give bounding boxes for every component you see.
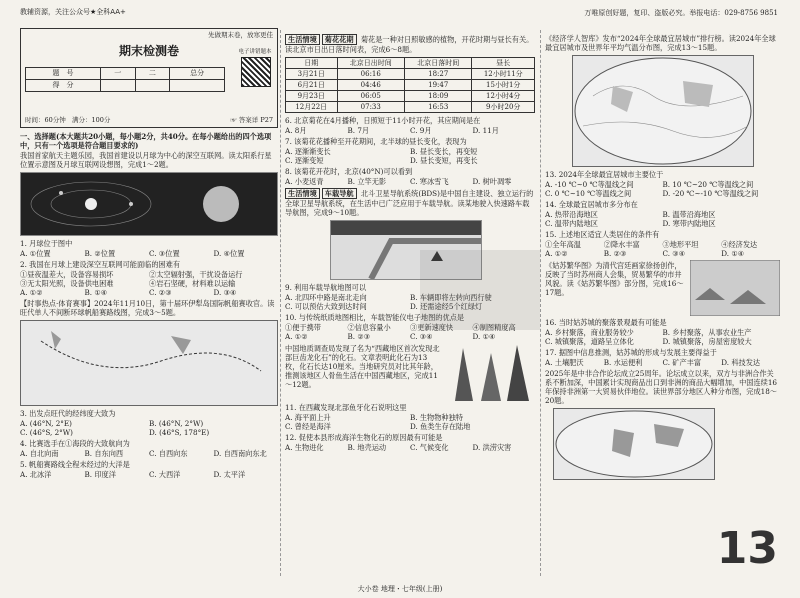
table-header: 北京日出时间 xyxy=(337,58,404,69)
question-16: 16. 当时姑苏城的聚落景观最有可能是 xyxy=(545,318,667,327)
top-left-note: 教辅资源，关注公众号★全科AA+ xyxy=(20,8,126,16)
table-cell: 12小时4分 xyxy=(472,91,535,102)
options-q11 xyxy=(285,413,535,431)
statement: ③更新速度快 xyxy=(410,323,454,332)
table-cell: 06:05 xyxy=(337,91,404,102)
exam-time: 时间：60分钟 xyxy=(25,115,66,124)
option[interactable]: D. 树叶凋零 xyxy=(472,177,512,186)
painting-section xyxy=(545,260,780,316)
option[interactable]: B. 立竿无影 xyxy=(347,177,387,186)
score-cell[interactable] xyxy=(135,80,170,92)
option[interactable]: C. 0 ℃~10 ℃等温线之间 xyxy=(545,189,632,198)
sunrise-sunset-table xyxy=(285,57,535,113)
option[interactable]: C. 逐渐变短 xyxy=(285,156,324,165)
options-q7 xyxy=(285,147,535,165)
option[interactable]: C. 温带内陆地区 xyxy=(545,219,598,228)
question-14: 14. 全球最宜居城市多分布在 xyxy=(545,200,638,209)
option[interactable]: C. 9月 xyxy=(410,126,432,135)
question-7: 7. 该菊花花播种至开花期间，北半球的昼长变化，表现为 xyxy=(285,137,467,146)
question-5: 5. 帆船赛路线全程未经过的大洋是 xyxy=(20,460,130,469)
option[interactable]: C. 气候变化 xyxy=(410,443,449,452)
option[interactable]: A. 自北向南 xyxy=(20,449,59,458)
options-q4 xyxy=(20,449,278,458)
table-cell: 3月21日 xyxy=(286,69,338,80)
table-row xyxy=(286,102,535,113)
option[interactable]: D. ③④ xyxy=(213,288,237,297)
option[interactable]: B. 昼长变长，再变短 xyxy=(410,147,478,156)
option[interactable]: C. ③④ xyxy=(410,332,433,341)
question-intro xyxy=(285,34,535,54)
table-row xyxy=(286,69,535,80)
header-slogan: 先做期末卷，放寒更佳 xyxy=(208,31,273,39)
route-map-icon xyxy=(21,321,277,405)
table-cell: 15小时1分 xyxy=(472,80,535,91)
statements-q15 xyxy=(545,240,780,249)
option[interactable]: A. ①② xyxy=(20,288,43,297)
option[interactable]: B. 车辆即将左转向西行驶 xyxy=(410,293,492,302)
race-map-icon xyxy=(554,409,714,479)
table-row xyxy=(286,80,535,91)
option[interactable]: B. 10 ℃~20 ℃等温线之间 xyxy=(662,180,754,189)
table-cell: 9小时20分 xyxy=(472,102,535,113)
question-intro: 【时事热点·体育赛事】2024年11月10日，第十届环伊犁岛国际帆船赛收官。读旺代单人不间断环球帆船赛路线图，完成3～5题。 xyxy=(20,299,275,317)
table-header: 昼长 xyxy=(472,58,535,69)
question-2: 2. 我国在月球上建设深空互联网可能面临的困难有 xyxy=(20,260,181,269)
option[interactable]: C. 大西洋 xyxy=(149,470,181,479)
statement: ②信息容量小 xyxy=(347,323,391,332)
question-15: 15. 上述地区适宜人类居住的条件有 xyxy=(545,230,660,239)
table-cell: 16:53 xyxy=(405,102,472,113)
table-cell: 12小时11分 xyxy=(472,69,535,80)
option[interactable]: B. ①④ xyxy=(84,288,108,297)
score-header-cell: 题 号 xyxy=(26,68,101,80)
page-number: 13 xyxy=(716,523,778,574)
option[interactable]: A. 北冰洋 xyxy=(20,470,52,479)
question-13: 13. 2024年全球最宜居城市主要位于 xyxy=(545,170,664,179)
option[interactable]: D. 11月 xyxy=(472,126,499,135)
options-q16 xyxy=(545,328,780,346)
planet-orbit-icon xyxy=(21,173,277,235)
table-header: 日期 xyxy=(286,58,338,69)
column-3 xyxy=(545,14,780,580)
question-intro: 我国首家航天主题乐园，我国首建设以月球为中心的深空互联网。读太阳系行星位置示意图及月球互联网设想图，完成1～2题。 xyxy=(20,151,272,169)
option[interactable]: C. 矿产丰富 xyxy=(662,358,702,367)
option[interactable]: C. (46°S, 2°W) xyxy=(20,428,73,437)
context-tag: 生活情境 xyxy=(285,188,320,199)
table-cell: 19:47 xyxy=(405,80,472,91)
question-8: 8. 该菊花开花时，北京(40°N)可以看到 xyxy=(285,167,413,176)
question-9: 9. 利用车载导航地图可以 xyxy=(285,283,367,292)
table-cell: 18:09 xyxy=(405,91,472,102)
option[interactable]: B. 地壳运动 xyxy=(347,443,387,452)
score-cell[interactable] xyxy=(100,80,135,92)
options-q3 xyxy=(20,419,278,437)
question-6: 6. 北京菊花在4月播种，日照短于11小时开花，其应期间是在 xyxy=(285,116,481,125)
option[interactable]: B. 乡村聚落，从事农业生产 xyxy=(662,328,752,337)
option[interactable]: A. 北四环中路是南北走向 xyxy=(285,293,367,302)
column-1 xyxy=(20,14,278,580)
statement: ④制图精度高 xyxy=(472,323,516,332)
question-1: 1. 月球位于图中 xyxy=(20,239,73,248)
answer-ref: ☞ 答案详 P27 xyxy=(230,115,273,124)
intro-text: 菊花是一种对日照敏感的植物，开花时期与昼长有关。读北京市日出日落时间表，完成6～8题。 xyxy=(285,35,534,54)
section-title: 一、选择题(本大题共20小题，每小题2分，共40分。在每小题给出的四个选项中，只有一个选项是符合题目要求的) xyxy=(20,132,272,150)
context-tag: 车载导航 xyxy=(322,188,357,199)
option[interactable]: C. ③④ xyxy=(662,249,686,258)
statements-q2 xyxy=(20,270,278,288)
exam-full-score: 满分：100分 xyxy=(71,115,111,124)
option[interactable]: D. (46°S, 178°E) xyxy=(149,428,210,437)
option[interactable]: D. 鱼类生存在陆地 xyxy=(410,422,471,431)
statement: ①昼夜温差大，设备容易损坏 xyxy=(20,270,114,279)
option[interactable]: A. 8月 xyxy=(285,126,307,135)
option[interactable]: A. (46°N, 2°E) xyxy=(20,419,72,428)
column-divider xyxy=(280,30,281,576)
option[interactable]: D. 寒带内陆地区 xyxy=(662,219,716,228)
question-intro: 2025年是中非合作论坛成立25周年。论坛成立以来，双方与非洲合作关系不断加深，中国累计实现商品出口到非洲的商品大幅增加，中国连续16年保持非洲第一大贸易伙伴地位。读世界部分地区人种分布图，完成18～20题。 xyxy=(545,369,777,405)
statement: ①便于携带 xyxy=(285,323,321,332)
qr-label: 电子讲错题本 xyxy=(238,49,272,55)
option[interactable]: D. ①④ xyxy=(472,332,496,341)
options-q8 xyxy=(285,177,535,186)
intro-text: 北斗卫星导航系统(BDS)是中国自主建设、独立运行的全球卫星导航系统，在生活中已广泛应用于车载导航。读某地驶入快速路车载导航图，完成9～10题。 xyxy=(285,189,534,217)
option[interactable]: C. 寒冰雪飞 xyxy=(410,177,449,186)
option[interactable]: D. 城镇聚落，房屋密度较大 xyxy=(662,337,752,346)
statement: ④岩石坚硬，材料难以运输 xyxy=(149,279,236,288)
option[interactable]: A. 乡村聚落，商业服务较少 xyxy=(545,328,634,337)
watermark xyxy=(420,250,540,330)
statement: ②降水丰富 xyxy=(603,240,640,249)
option[interactable]: C. 城镇聚落，道路呈立体化 xyxy=(545,337,634,346)
options-q6 xyxy=(285,126,535,135)
options-q17 xyxy=(545,358,780,367)
option[interactable]: D. 太平洋 xyxy=(213,470,246,479)
table-cell: 9月23日 xyxy=(286,91,338,102)
options-q15 xyxy=(545,249,780,258)
option[interactable]: B. 7月 xyxy=(347,126,370,135)
statement: ④经济发达 xyxy=(721,240,758,249)
option[interactable]: C. ③位置 xyxy=(149,249,180,258)
question-11: 11. 在西藏发现北部鱼牙化石说明这里 xyxy=(285,403,407,412)
option[interactable]: B. 温带沿海地区 xyxy=(662,210,716,219)
option[interactable]: D. ①④ xyxy=(721,249,745,258)
score-header-cell: 二 xyxy=(135,68,170,80)
question-intro: 《经济学人智库》发布“2024年全球最宜居城市”排行榜。读2024年全球最宜居城市及世界年平均气温分布图，完成13～15题。 xyxy=(545,34,776,52)
sailing-route-map xyxy=(20,320,278,406)
top-right-note: 万唯原创好题，复印、盗版必究。举报电话：029-8756 9851 xyxy=(584,9,778,17)
option[interactable]: D. 洪涝灾害 xyxy=(472,443,512,452)
table-cell: 07:33 xyxy=(337,102,404,113)
option[interactable]: A. -10 ℃~0 ℃等温线之间 xyxy=(545,180,634,189)
option[interactable]: A. 热带沿海地区 xyxy=(545,210,598,219)
table-cell: 6月21日 xyxy=(286,80,338,91)
question-intro: 《姑苏繁华图》为清代宫廷画家徐扬创作，反映了当时苏州商人会集，贸易繁华的市井风貌。读《姑苏繁华图》部分图，完成16～17题。 xyxy=(545,261,684,297)
table-cell: 12月22日 xyxy=(286,102,338,113)
option[interactable]: B. ②③ xyxy=(603,249,627,258)
options-q5 xyxy=(20,470,278,479)
option[interactable]: B. 印度洋 xyxy=(84,470,116,479)
options-q2 xyxy=(20,288,278,297)
statement: ②太空辐射强，干扰设备运行 xyxy=(149,270,243,279)
option[interactable]: B. 水运便利 xyxy=(603,358,643,367)
context-tag: 菊花花期 xyxy=(322,34,357,45)
option[interactable]: A. 土壤肥沃 xyxy=(545,358,584,367)
world-temperature-map xyxy=(572,55,754,167)
question-4: 4. 比赛选手在①海段的大致航向为 xyxy=(20,439,130,448)
exam-header xyxy=(20,28,278,128)
options-q12 xyxy=(285,443,535,452)
options-q14 xyxy=(545,210,780,228)
fossil-teeth-icon xyxy=(445,343,535,401)
table-header: 北京日落时间 xyxy=(405,58,472,69)
options-q10 xyxy=(285,332,535,341)
context-tag: 生活情境 xyxy=(285,34,320,45)
painting-image-icon xyxy=(690,260,780,316)
options-q1 xyxy=(20,249,278,258)
question-12: 12. 促使本县形成海洋生物化石的原因最有可能是 xyxy=(285,433,443,442)
score-cell[interactable] xyxy=(170,80,225,92)
option[interactable]: D. 昼长变短，再变长 xyxy=(410,156,478,165)
question-intro: 中国地质调查局发现了名为“西藏地区首次发现北部巨齿龙化石”的化石。文章表明此化石为13枚，化石长达10厘米。当地研究员对比其年龄，推测该地区人骨鱼生活在中国西藏地区，完成11～12题。 xyxy=(285,344,440,389)
statement: ①全年高温 xyxy=(545,240,581,249)
option[interactable]: A. ①② xyxy=(545,249,568,258)
statement: ③地形平坦 xyxy=(662,240,699,249)
option[interactable]: B. (46°N, 2°W) xyxy=(149,419,204,428)
option[interactable]: C. 自西向东 xyxy=(149,449,188,458)
option[interactable]: D. 科技发达 xyxy=(721,358,761,367)
solar-system-image xyxy=(20,172,278,236)
table-cell: 18:27 xyxy=(405,69,472,80)
option[interactable]: A. 海平面上升 xyxy=(285,413,331,422)
exam-meta xyxy=(25,116,273,124)
qr-code-icon[interactable] xyxy=(241,57,271,87)
option[interactable]: D. -20 ℃~-10 ℃等温线之间 xyxy=(662,189,759,198)
option[interactable]: D. 自西南向东北 xyxy=(213,449,267,458)
column-divider xyxy=(540,30,541,576)
option[interactable]: B. ②位置 xyxy=(84,249,116,258)
score-header-cell: 总分 xyxy=(170,68,225,80)
fossil-section xyxy=(285,343,535,401)
question-17: 17. 据图中信息推测，姑苏城的形成与发展主要得益于 xyxy=(545,348,717,357)
option[interactable]: A. 逐渐渐变长 xyxy=(285,147,331,156)
question-3: 3. 出发点旺代的经纬度大致为 xyxy=(20,409,116,418)
option[interactable]: C. 曾经是海洋 xyxy=(285,422,331,431)
option[interactable]: D. 还需途经5个红绿灯 xyxy=(410,302,483,311)
footer: 大小卷 地理・七年级(上册) xyxy=(357,585,443,594)
option[interactable]: B. 生物物种独特 xyxy=(410,413,463,422)
exam-title: 期末检测卷 xyxy=(118,44,179,58)
option[interactable]: A. 小麦返青 xyxy=(285,177,324,186)
race-distribution-map xyxy=(553,408,715,480)
score-header-cell: 一 xyxy=(100,68,135,80)
options-q13 xyxy=(545,180,780,198)
table-cell: 06:16 xyxy=(337,69,404,80)
score-table xyxy=(25,67,225,92)
option[interactable]: B. 自东向西 xyxy=(84,449,124,458)
score-header-cell: 得 分 xyxy=(26,80,101,92)
option[interactable]: B. ②③ xyxy=(347,332,371,341)
table-row xyxy=(286,91,535,102)
option[interactable]: A. ①位置 xyxy=(20,249,51,258)
option[interactable]: A. 生物进化 xyxy=(285,443,324,452)
question-10: 10. 与传统纸质地图相比，车载智能仪电子地图的优点是 xyxy=(285,313,465,322)
world-map-icon xyxy=(573,56,753,166)
option[interactable]: C. 可以预估大致到达时间 xyxy=(285,302,367,311)
question-intro xyxy=(285,188,535,217)
table-cell: 04:46 xyxy=(337,80,404,91)
statement: ③无太阳光照，设备供电困难 xyxy=(20,279,114,288)
option[interactable]: C. ②③ xyxy=(149,288,172,297)
option[interactable]: D. ④位置 xyxy=(213,249,245,258)
option[interactable]: A. ①② xyxy=(285,332,308,341)
